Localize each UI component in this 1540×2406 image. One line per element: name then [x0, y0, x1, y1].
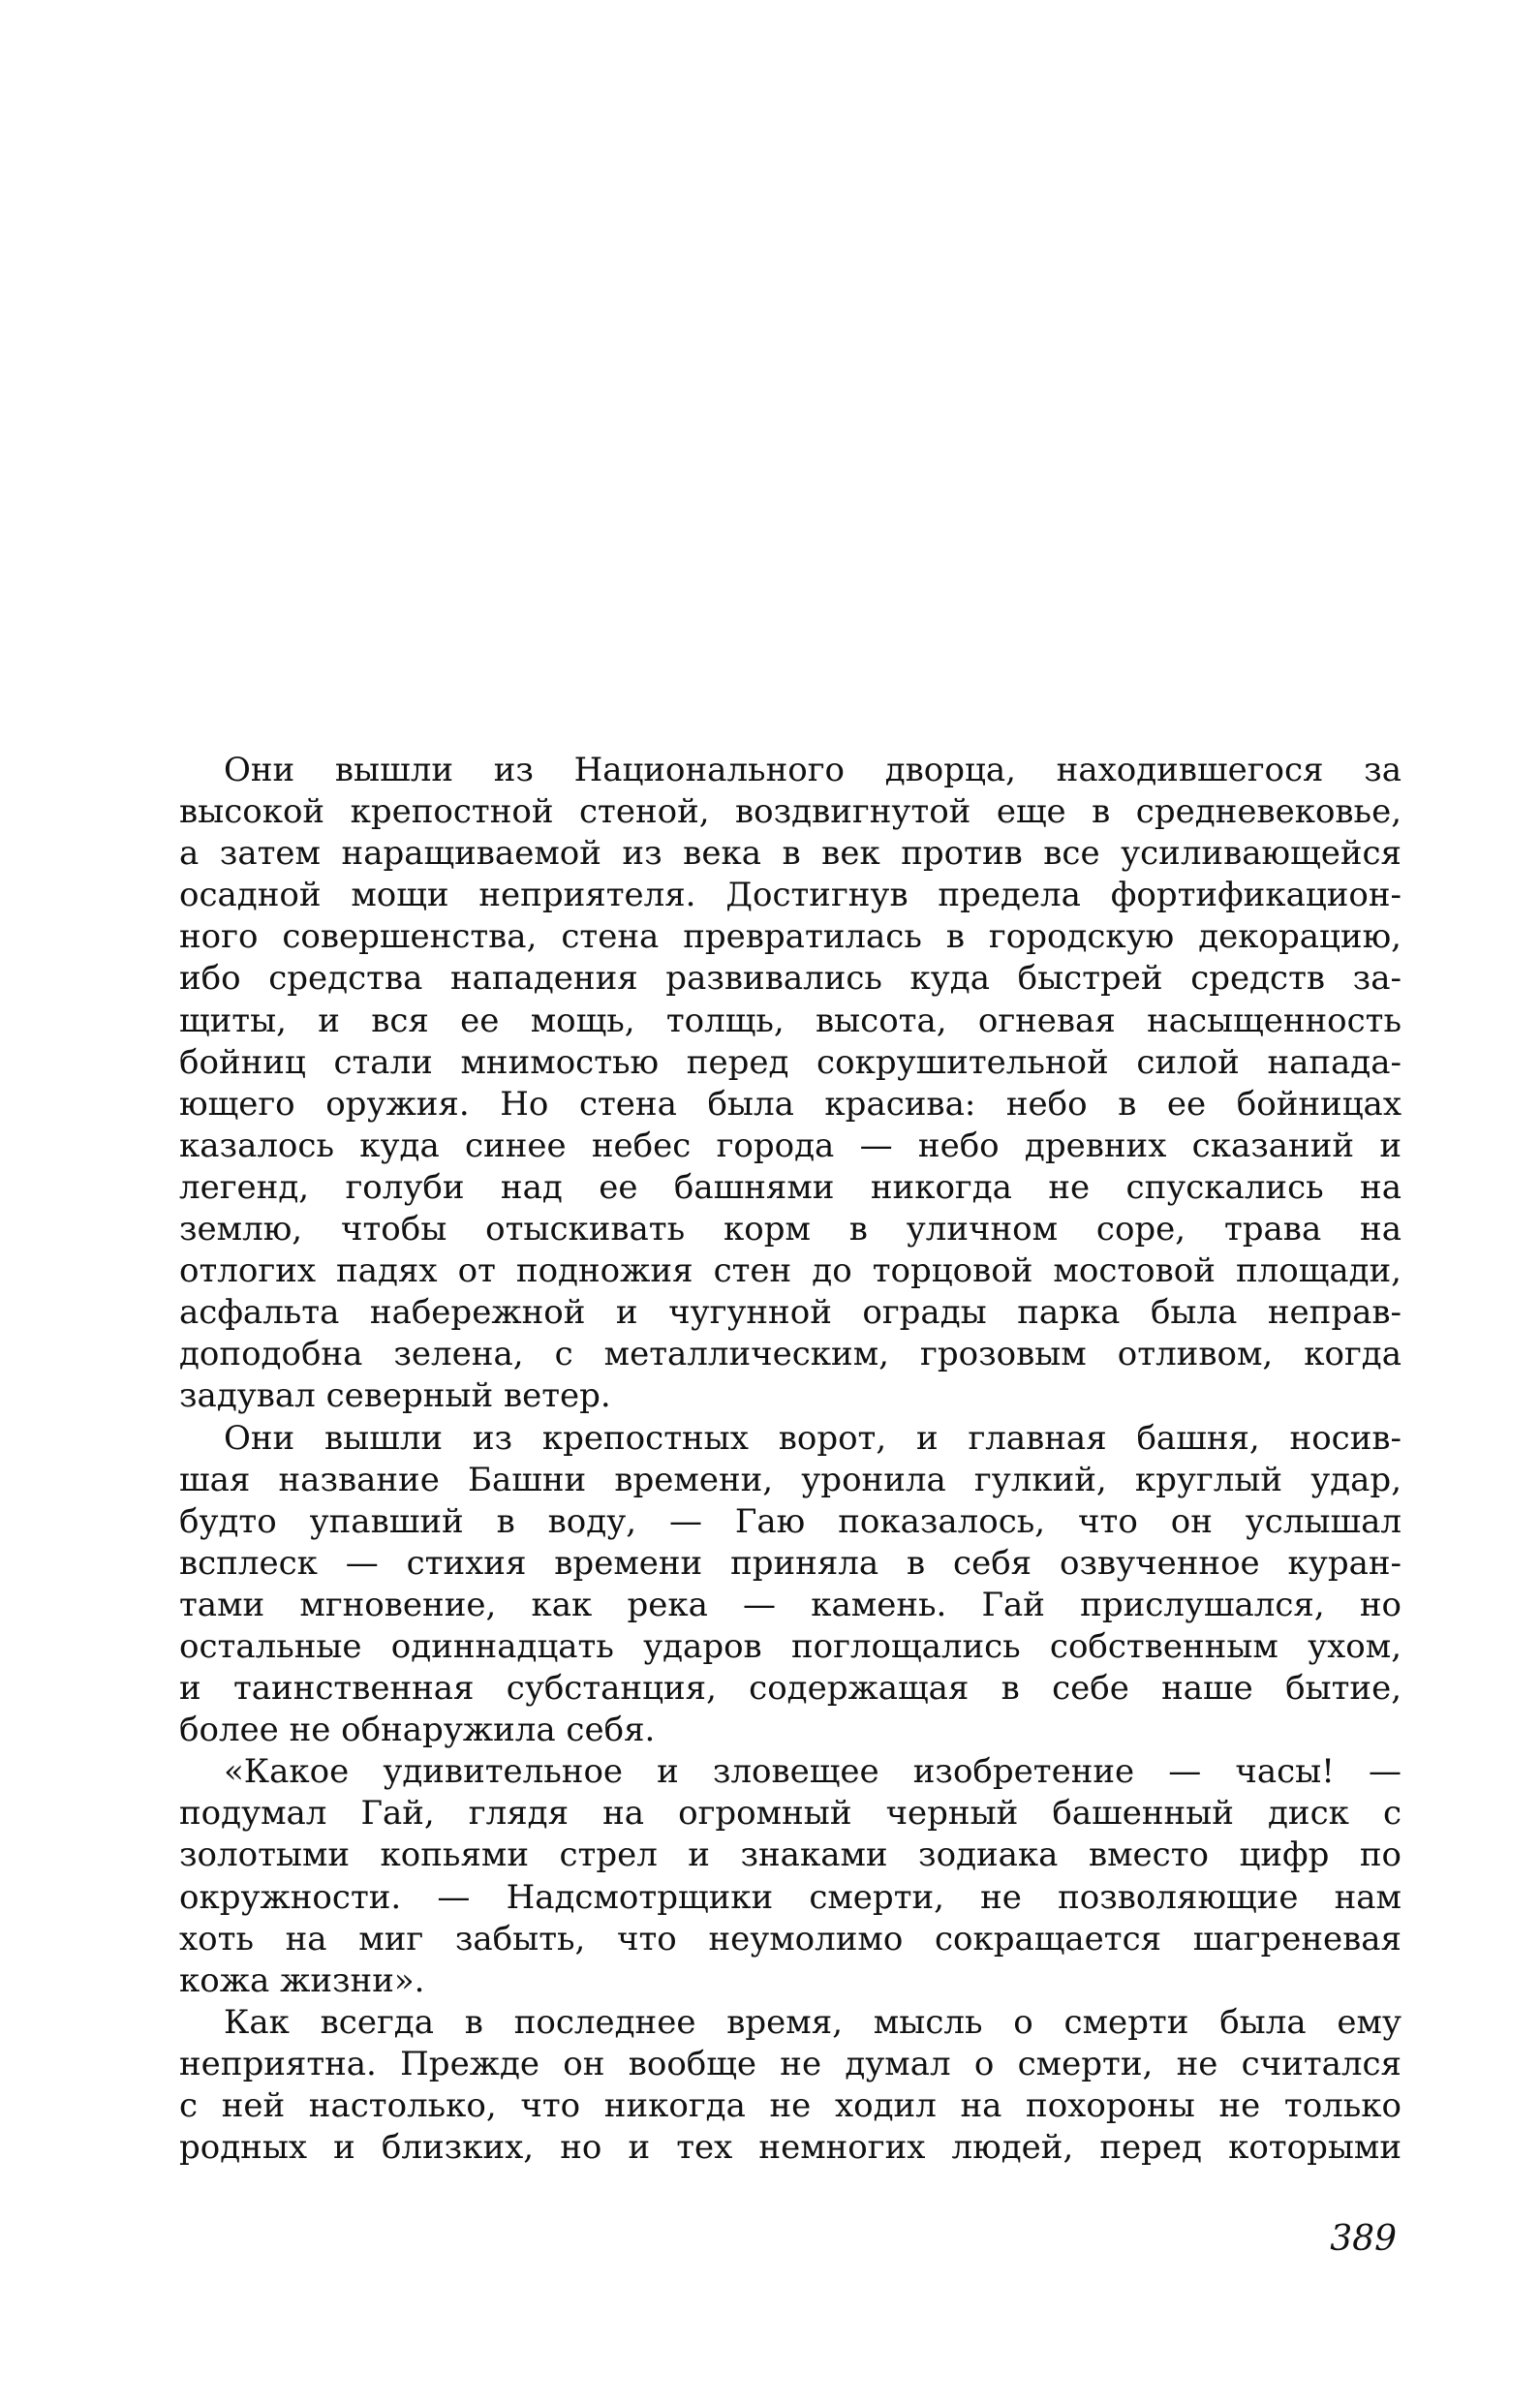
text-line: асфальта набережной и чугунной ограды парка была неправ- [179, 1293, 1401, 1333]
paragraph-4 [179, 2002, 1401, 2169]
text-line: неприятна. Прежде он вообще не думал о смерти, не считался [179, 2044, 1401, 2083]
text-line: тами мгновение, как река — камень. Гай прислушался, но [179, 1585, 1401, 1624]
text-line: Они вышли из Национального дворца, находившегося за [224, 751, 1401, 789]
text-line: шая название Башни времени, уронила гулкий, круглый удар, [179, 1460, 1401, 1499]
page-body [179, 750, 1401, 2169]
text-line: ного совершенства, стена превратилась в городскую декорацию, [179, 917, 1401, 957]
text-line: Как всегда в последнее время, мысль о смерти была ему [224, 2002, 1401, 2042]
text-line: отлогих падях от подножия стен до торцовой мостовой площади, [179, 1251, 1401, 1291]
text-line: доподобна зелена, с металлическим, грозовым отливом, когда [179, 1335, 1401, 1374]
text-line: кожа жизни». [179, 1960, 425, 2000]
text-line: щиты, и вся ее мощь, толщь, высота, огневая насыщенность [179, 1001, 1401, 1040]
text-line: более не обнаружила себя. [179, 1711, 656, 1750]
text-line: золотыми копьями стрел и знаками зодиака вместо цифр по [179, 1835, 1401, 1875]
text-line: «Какое удивительное и зловещее изобретение — часы! — [224, 1752, 1401, 1792]
text-line: хоть на миг забыть, что неумолимо сокращается шагреневая [179, 1919, 1401, 1959]
text-line: всплеск — стихия времени приняла в себя озвученное куран- [179, 1543, 1401, 1583]
text-line: с ней настолько, что никогда не ходил на похороны не только [179, 2086, 1401, 2125]
text-line: а затем наращиваемой из века в век против все усиливающейся [179, 834, 1401, 874]
text-line: задувал северный ветер. [179, 1376, 611, 1416]
text-line: легенд, голуби над ее башнями никогда не спускались на [179, 1167, 1401, 1207]
paragraph-1 [179, 750, 1401, 1418]
text-line: осадной мощи неприятеля. Достигнув предела фортификацион- [179, 876, 1401, 915]
text-line: ющего оружия. Но стена была красива: небо в ее бойницах [179, 1084, 1401, 1124]
text-line: будто упавший в воду, — Гаю показалось, что он услышал [179, 1501, 1401, 1541]
text-line: и таинственная субстанция, содержащая в себе наше бытие, [179, 1669, 1401, 1709]
text-line: ибо средства нападения развивались куда быстрей средств за- [179, 959, 1401, 999]
text-line: бойниц стали мнимостью перед сокрушительной силой напада- [179, 1042, 1401, 1082]
paragraph-3 [179, 1751, 1401, 2002]
page-number: 389 [1330, 2219, 1397, 2259]
text-line: высокой крепостной стеной, воздвигнутой еще в средневековье, [179, 792, 1401, 832]
text-line: казалось куда синее небес города — небо древних сказаний и [179, 1126, 1401, 1165]
text-line: родных и близких, но и тех немногих людей, перед которыми [179, 2128, 1401, 2168]
paragraph-2 [179, 1418, 1401, 1752]
text-line: землю, чтобы отыскивать корм в уличном соре, трава на [179, 1210, 1401, 1249]
text-line: остальные одиннадцать ударов поглощались собственным ухом, [179, 1626, 1401, 1666]
text-line: подумал Гай, глядя на огромный черный башенный диск с [179, 1794, 1401, 1834]
text-line: окружности. — Надсмотрщики смерти, не позволяющие нам [179, 1877, 1401, 1917]
text-line: Они вышли из крепостных ворот, и главная башня, носив- [224, 1418, 1401, 1458]
